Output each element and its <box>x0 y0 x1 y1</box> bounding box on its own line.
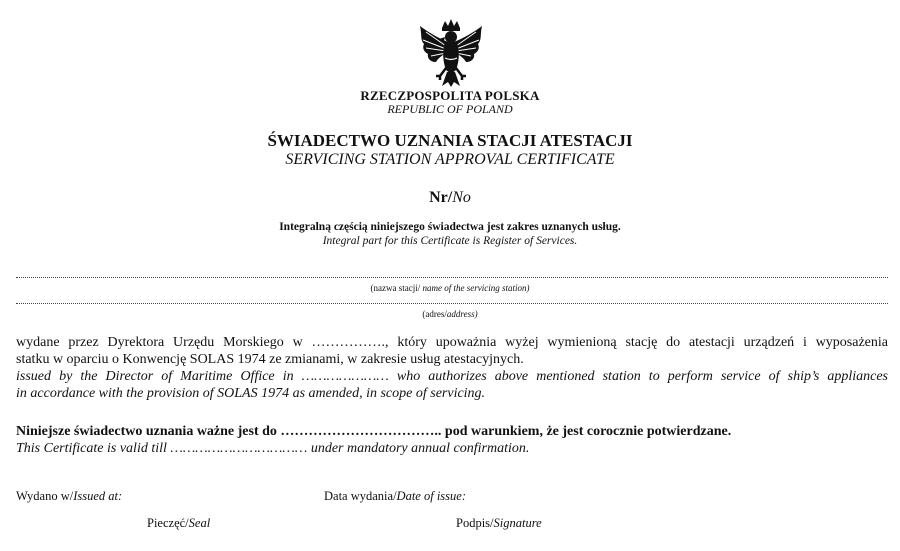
country-name-pl: RZECZPOSPOLITA POLSKA <box>360 88 540 103</box>
certificate-title-pl: ŚWIADECTWO UZNANIA STACJI ATESTACJI <box>267 131 633 150</box>
number-label-pl: Nr/ <box>429 189 453 206</box>
issued-pl-line1: wydane przez Dyrektora Urzędu Morskiego w ……………., który upoważnia wyżej wymienioną stację do atestacji urządzeń i wyposażenia <box>16 335 888 350</box>
validity-paragraph <box>16 423 888 457</box>
date-of-issue-label <box>324 489 466 504</box>
date-pl: Data wydania/ <box>324 489 397 503</box>
signature-pl: Podpis/ <box>456 516 494 530</box>
signature-en: Signature <box>493 516 542 530</box>
station-caption-en: name of the servicing station) <box>420 283 530 293</box>
seal-label <box>147 516 210 531</box>
issued-en-line1: issued by the Director of Maritime Office in ………………… who authorizes above mentioned station to perform service of ship’s appliances <box>16 369 888 384</box>
seal-en: Seal <box>188 516 211 530</box>
address-field[interactable] <box>16 303 888 304</box>
address-caption-pl: (adres/ <box>422 309 447 319</box>
issued-at-pl: Wydano w/ <box>16 489 74 503</box>
certificate-title-en: SERVICING STATION APPROVAL CERTIFICATE <box>285 151 615 168</box>
station-name-caption <box>0 283 900 293</box>
number-label-en: No <box>452 189 471 206</box>
integral-note-pl: Integralną częścią niniejszego świadectwa jest zakres uznanych usług. <box>279 221 621 233</box>
issued-by-paragraph <box>16 334 888 402</box>
issued-pl-line2: statku w oparciu o Konwencję SOLAS 1974 ze zmianami, w zakresie usług atestacyjnych. <box>16 352 524 367</box>
polish-eagle-emblem-icon <box>418 18 484 88</box>
address-caption-en: address) <box>446 309 478 319</box>
date-en: Date of issue: <box>396 489 466 503</box>
integral-note-en: Integral part for this Certificate is Register of Services. <box>322 235 578 247</box>
issued-at-label <box>16 489 122 504</box>
station-name-field[interactable] <box>16 277 888 278</box>
station-caption-pl: (nazwa stacji/ <box>370 283 421 293</box>
issued-at-en: Issued at: <box>73 489 123 503</box>
country-name-en: REPUBLIC OF POLAND <box>387 102 513 116</box>
issued-en-line2: in accordance with the provision of SOLAS 1974 as amended, in scope of servicing. <box>16 386 486 401</box>
certificate-number-label <box>0 189 900 207</box>
validity-pl: Niniejsze świadectwo uznania ważne jest do …………………………….. pod warunkiem, że jest corocznie potwierdzane. <box>16 424 732 439</box>
address-caption <box>0 309 900 319</box>
seal-pl: Pieczęć/ <box>147 516 189 530</box>
validity-en: This Certificate is valid till …………………………… under mandatory annual confirmation. <box>16 441 530 456</box>
signature-label <box>456 516 542 531</box>
